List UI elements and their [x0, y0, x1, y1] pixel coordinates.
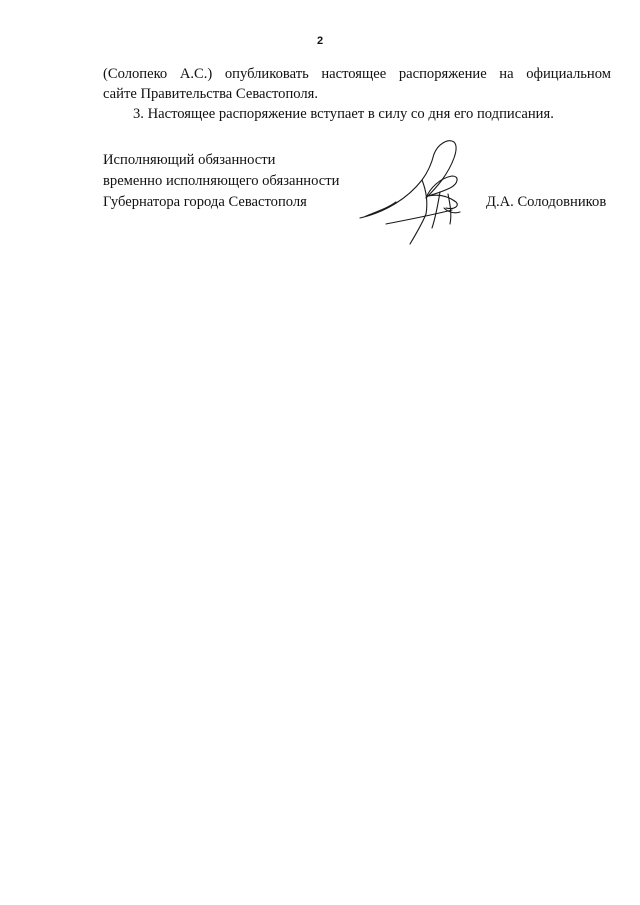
- paragraph-publication: [103, 64, 611, 104]
- document-body: [103, 64, 611, 124]
- signatory-position: [103, 150, 339, 213]
- paragraph-publication-line-1: (Солопеко А.С.) опубликовать настоящее распоряжение на официальном: [103, 66, 611, 82]
- signatory-position-line-3: Губернатора города Севастополя: [103, 194, 307, 210]
- paragraph-publication-line-2: сайте Правительства Севастополя.: [103, 86, 319, 102]
- page-number: 2: [316, 35, 324, 47]
- handwritten-signature-icon: [356, 132, 476, 250]
- signatory-position-line-2: временно исполняющего обязанности: [103, 173, 340, 189]
- signatory-position-line-1: Исполняющий обязанности: [103, 152, 276, 168]
- signer-name: Д.А. Солодовников: [486, 194, 607, 210]
- paragraph-effective-date: 3. Настоящее распоряжение вступает в силу со дня его подписания.: [133, 106, 554, 122]
